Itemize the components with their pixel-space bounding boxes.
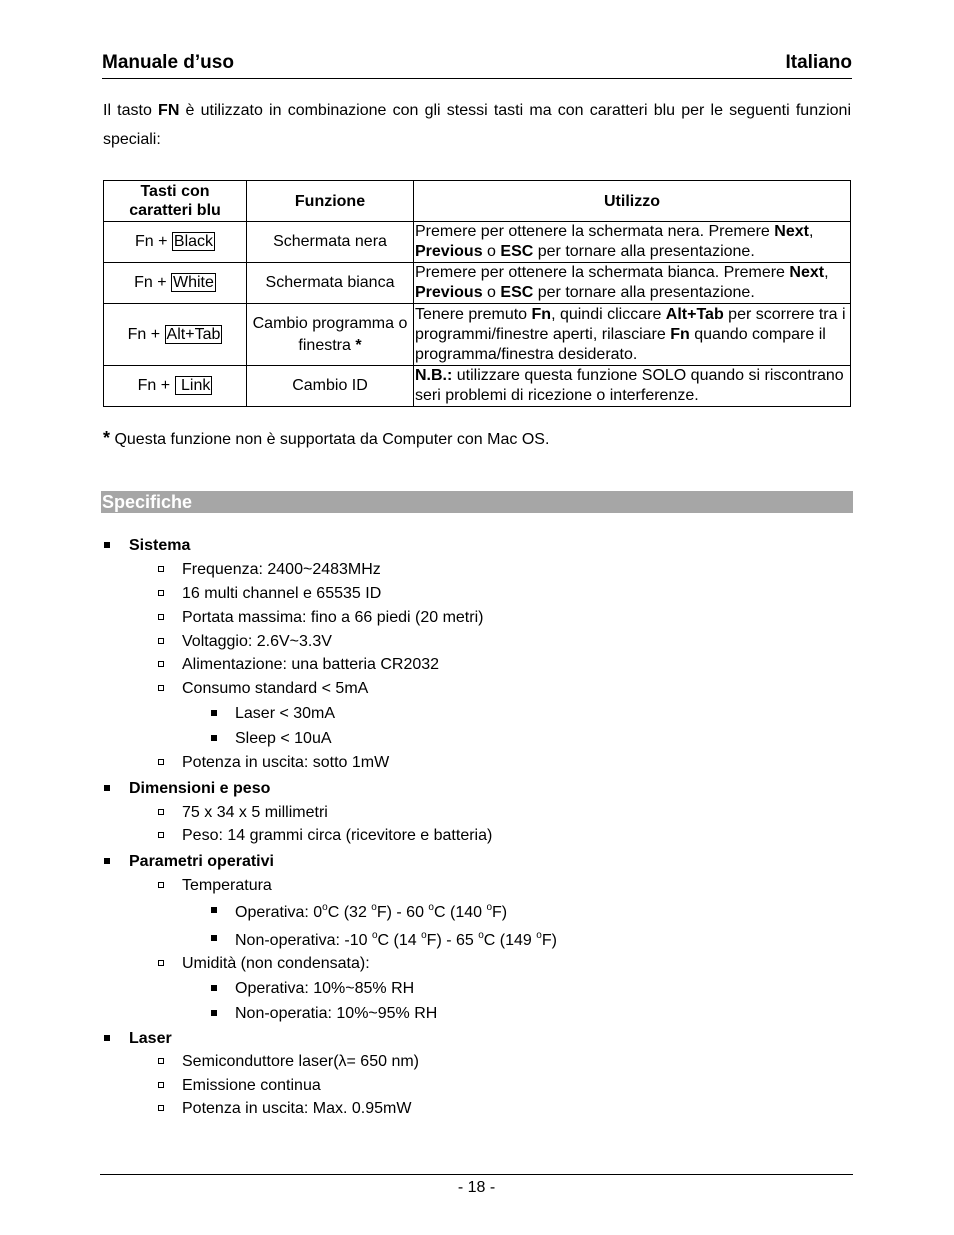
- list-item: Voltaggio: 2.6V~3.3V: [182, 633, 332, 650]
- spec-heading: Sistema: [129, 537, 191, 554]
- bullet-icon: [211, 735, 217, 741]
- fn-keys-table: [103, 180, 851, 407]
- bullet-icon: [104, 1035, 110, 1041]
- list-item: Semiconduttore laser(λ= 650 nm): [182, 1053, 419, 1070]
- table-row: Fn + Black Schermata nera Premere per ottenere la schermata nera. Premere Next, Previous o ESC per tornare alla presentazione.: [104, 222, 851, 263]
- language-label: Italiano: [785, 52, 852, 73]
- page-footer: [100, 1174, 853, 1197]
- list-item: Potenza in uscita: Max. 0.95mW: [182, 1100, 412, 1117]
- list-item: Alimentazione: una batteria CR2032: [182, 656, 440, 673]
- bullet-icon: [211, 907, 217, 913]
- list-item: Sleep < 10uA: [235, 730, 332, 747]
- sub-bullet-icon: [158, 960, 164, 966]
- bullet-icon: [104, 858, 110, 864]
- column-header: Utilizzo: [414, 181, 851, 222]
- list-item: Frequenza: 2400~2483MHz: [182, 561, 381, 578]
- sub-bullet-icon: [158, 809, 164, 815]
- list-item: Non-operatia: 10%~95% RH: [235, 1005, 438, 1022]
- list-item: Operativa: 0$^o$C (32 $^o$F) - 60 $^o$C (140 $^o$F): [235, 902, 508, 921]
- list-item: Portata massima: fino a 66 piedi (20 metri): [182, 609, 484, 626]
- list-item: Emissione continua: [182, 1077, 321, 1094]
- list-item: Laser < 30mA: [235, 705, 336, 722]
- page-header: [102, 52, 852, 79]
- table-header-row: [104, 181, 851, 222]
- manual-title: Manuale d’uso: [102, 52, 234, 73]
- key-label: Alt+Tab: [166, 325, 221, 343]
- bullet-icon: [211, 1010, 217, 1016]
- list-item: Consumo standard < 5mA: [182, 680, 369, 697]
- sub-bullet-icon: [158, 590, 164, 596]
- table-row: Fn + White Schermata bianca Premere per ottenere la schermata bianca. Premere Next, Previous o ESC per tornare alla presentazione.: [104, 263, 851, 304]
- list-item: 75 x 34 x 5 millimetri: [182, 804, 328, 821]
- bullet-icon: [211, 935, 217, 941]
- spec-heading: Parametri operativi: [129, 853, 274, 870]
- sub-bullet-icon: [158, 1058, 164, 1064]
- list-item: Potenza in uscita: sotto 1mW: [182, 754, 390, 771]
- sub-bullet-icon: [158, 685, 164, 691]
- sub-bullet-icon: [158, 1082, 164, 1088]
- bullet-icon: [104, 542, 110, 548]
- sub-bullet-icon: [158, 1105, 164, 1111]
- sub-bullet-icon: [158, 759, 164, 765]
- list-item: Temperatura: [182, 877, 272, 894]
- key-label: Black: [173, 233, 214, 250]
- page-number: - 18 -: [457, 1179, 496, 1196]
- list-item: Operativa: 10%~85% RH: [235, 980, 415, 997]
- sub-bullet-icon: [158, 638, 164, 644]
- bullet-icon: [104, 785, 110, 791]
- table-row: Fn + Link Cambio ID N.B.: utilizzare questa funzione SOLO quando si riscontrano seri problemi di ricezione o interferenze.: [104, 366, 851, 407]
- list-item: Umidità (non condensata):: [182, 955, 370, 972]
- sub-bullet-icon: [158, 882, 164, 888]
- sub-bullet-icon: [158, 661, 164, 667]
- table-row: Fn + Alt+Tab Cambio programma o finestra * Tenere premuto Fn, quindi cliccare Alt+Tab per scorrere tra i programmi/finestre aperti, rilasciare Fn quando compare il programma/finestra desiderato.: [104, 304, 851, 366]
- column-header: Funzione: [247, 181, 414, 222]
- bullet-icon: [211, 710, 217, 716]
- spec-heading: Dimensioni e peso: [129, 780, 271, 797]
- sub-bullet-icon: [158, 614, 164, 620]
- sub-bullet-icon: [158, 566, 164, 572]
- key-label: White: [173, 274, 214, 291]
- intro-paragraph: Il tasto FN è utilizzato in combinazione con gli stessi tasti ma con caratteri blu per le seguenti funzioni speciali:: [103, 102, 852, 148]
- bullet-icon: [211, 985, 217, 991]
- spec-heading: Laser: [129, 1030, 172, 1047]
- list-item: Non-operativa: -10 $^o$C (14 $^o$F) - 65 $^o$C (149 $^o$F): [235, 930, 557, 949]
- column-header: Tasti con caratteri blu: [104, 181, 247, 222]
- section-heading-specifiche: Specifiche: [101, 491, 853, 513]
- list-item: Peso: 14 grammi circa (ricevitore e batteria): [182, 827, 493, 844]
- key-label: Link: [176, 377, 211, 394]
- mac-note: * Questa funzione non è supportata da Computer con Mac OS.: [103, 428, 550, 448]
- list-item: 16 multi channel e 65535 ID: [182, 585, 382, 602]
- sub-bullet-icon: [158, 832, 164, 838]
